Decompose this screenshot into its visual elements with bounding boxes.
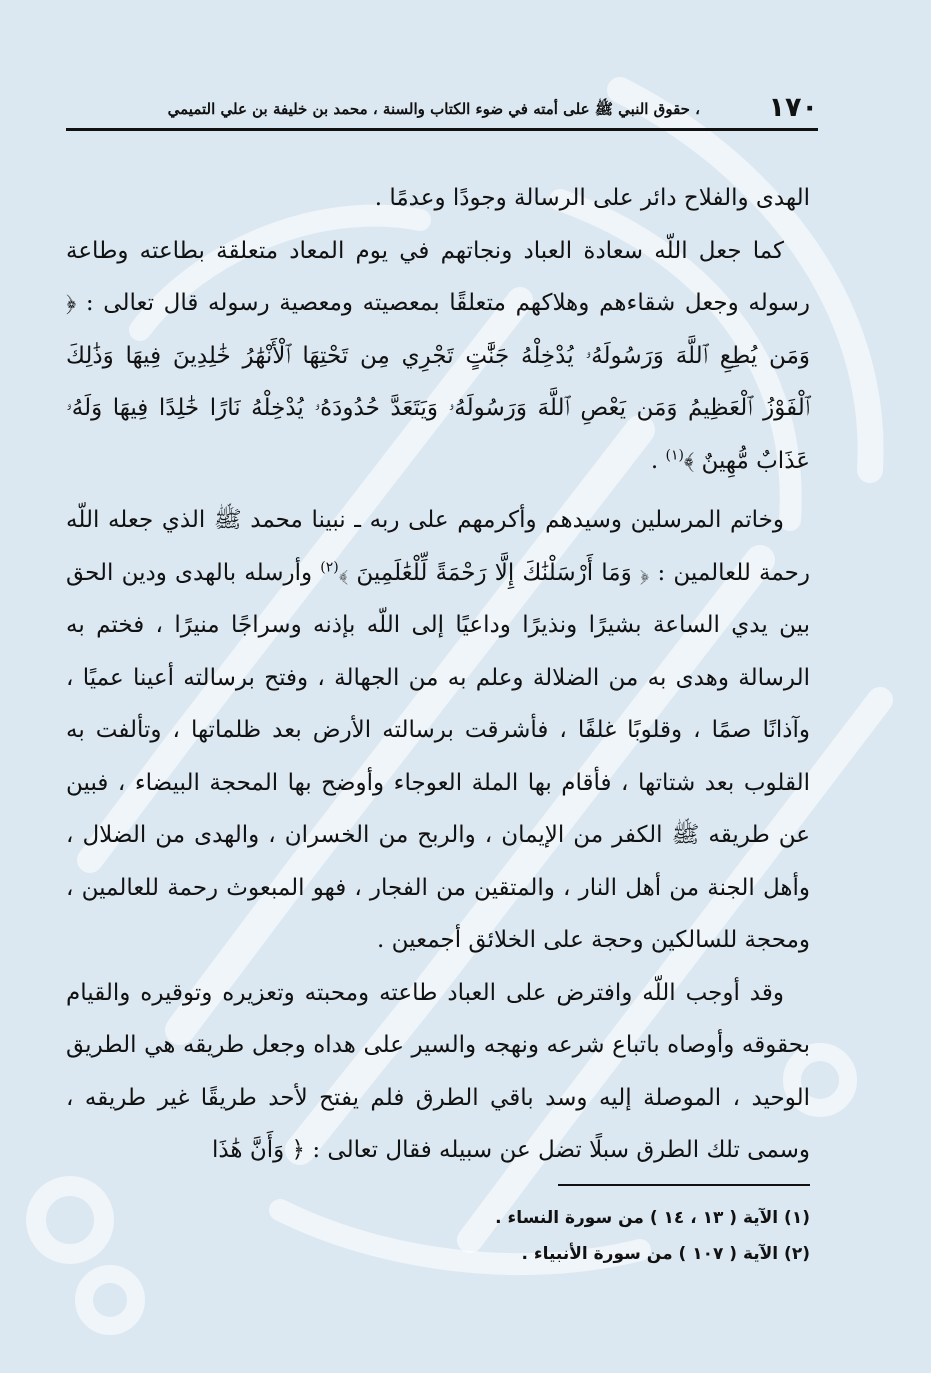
quran-verse: ﴿ وَمَن يُطِعِ ٱللَّهَ وَرَسُولَهُۥ يُدْخِلْهُ جَنَّٰتٍ تَجْرِي مِن تَحْتِهَا ٱلْأَنْهَٰرُ خَٰلِدِينَ فِيهَا وَذَٰلِكَ ٱلْفَوْزُ ٱلْعَظِيمُ وَمَن يَعْصِ ٱللَّهَ وَرَسُولَهُۥ وَيَتَعَدَّ حُدُودَهُۥ يُدْخِلْهُ نَارًا خَٰلِدًا فِيهَا وَلَهُۥ عَذَابٌ مُّهِينٌ ﴾ — [66, 290, 810, 474]
paragraph: الهدى والفلاح دائر على الرسالة وجودًا وعدمًا . — [374, 185, 810, 211]
paragraph: كما جعل اللّه سعادة العباد ونجاتهم في يوم المعاد متعلقة بطاعته وطاعة رسوله وجعل شقاءهم وهلاكهم متعلقًا بمعصيته ومعصية رسوله قال تعالى : ﴿ وَمَن يُطِعِ ٱللَّهَ وَرَسُولَهُۥ يُدْخِلْهُ جَنَّٰتٍ تَجْرِي مِن تَحْتِهَا ٱلْأَنْهَٰرُ خَٰلِدِينَ فِيهَا وَذَٰلِكَ ٱلْفَوْزُ ٱلْعَظِيمُ وَمَن يَعْصِ ٱللَّهَ وَرَسُولَهُۥ وَيَتَعَدَّ حُدُودَهُۥ يُدْخِلْهُ نَارًا خَٰلِدًا فِيهَا وَلَهُۥ عَذَابٌ مُّهِينٌ ﴾$^{(١)}$ . — [66, 237, 810, 474]
quran-verse: ﴿ وَمَا أَرْسَلْنَٰكَ إِلَّا رَحْمَةً لِّلْعَٰلَمِينَ ﴾ — [338, 559, 650, 586]
page-header — [66, 92, 818, 130]
footnote-1: (١) الآية ( ١٣ ، ١٤ ) من سورة النساء . — [495, 1208, 810, 1228]
footnotes — [66, 1200, 810, 1272]
footnote-rule — [558, 1184, 810, 1186]
paragraph: وخاتم المرسلين وسيدهم وأكرمهم على ربه ـ نبينا محمد ﷺ الذي جعله اللّه رحمة للعالمين : ﴿ وَمَا أَرْسَلْنَٰكَ إِلَّا رَحْمَةً لِّلْعَٰلَمِينَ ﴾$^{(٢)}$ وأرسله بالهدى ودين الحق بين يدي الساعة بشيرًا ونذيرًا وداعيًا إلى اللّه بإذنه وسراجًا منيرًا ، فختم به الرسالة وهدى به من الضلالة وعلم به من الجهالة ، وفتح برسالته أعينا عميًا ، وآذانًا صمًا ، وقلوبًا غلفًا ، فأشرقت برسالته الأرض بعد ظلماتها ، وتألفت به القلوب بعد شتاتها ، فأقام بها الملة العوجاء وأوضح بها المحجة البيضاء ، فبين عن طريقه ﷺ الكفر من الإيمان ، والربح من الخسران ، والهدى من الضلال ، وأهل الجنة من أهل النار ، والمتقين من الفجار ، فهو المبعوث رحمة للعالمين ، ومحجة للسالكين وحجة على الخلائق أجمعين . — [66, 507, 810, 953]
main-text — [66, 172, 810, 1177]
footnote-ref[interactable]: (١) — [665, 446, 684, 463]
running-title: ، حقوق النبي ﷺ على أمته في ضوء الكتاب والسنة ، محمد بن خليفة بن علي التميمي — [167, 100, 700, 118]
page-number: ١٧٠ — [768, 92, 818, 123]
footnote-2: (٢) الآية ( ١٠٧ ) من سورة الأنبياء . — [521, 1244, 810, 1264]
quran-verse: ﴿ وَأَنَّ هَٰذَا — [211, 1137, 306, 1163]
footnote-ref[interactable]: (٢) — [320, 558, 339, 575]
header-rule — [66, 128, 818, 131]
paragraph: وقد أوجب اللّه وافترض على العباد طاعته ومحبته وتعزيره وتوقيره والقيام بحقوقه وأوصاه باتباع شرعه ونهجه والسير على هداه وجعل طريقه هي الطريق الوحيد ، الموصلة إليه وسد باقي الطرق فلم يفتح لأحد طريقًا غير طريقه ، وسمى تلك الطرق سبلًا تضل عن سبيله فقال تعالى : ﴿ وَأَنَّ هَٰذَا — [66, 979, 810, 1163]
